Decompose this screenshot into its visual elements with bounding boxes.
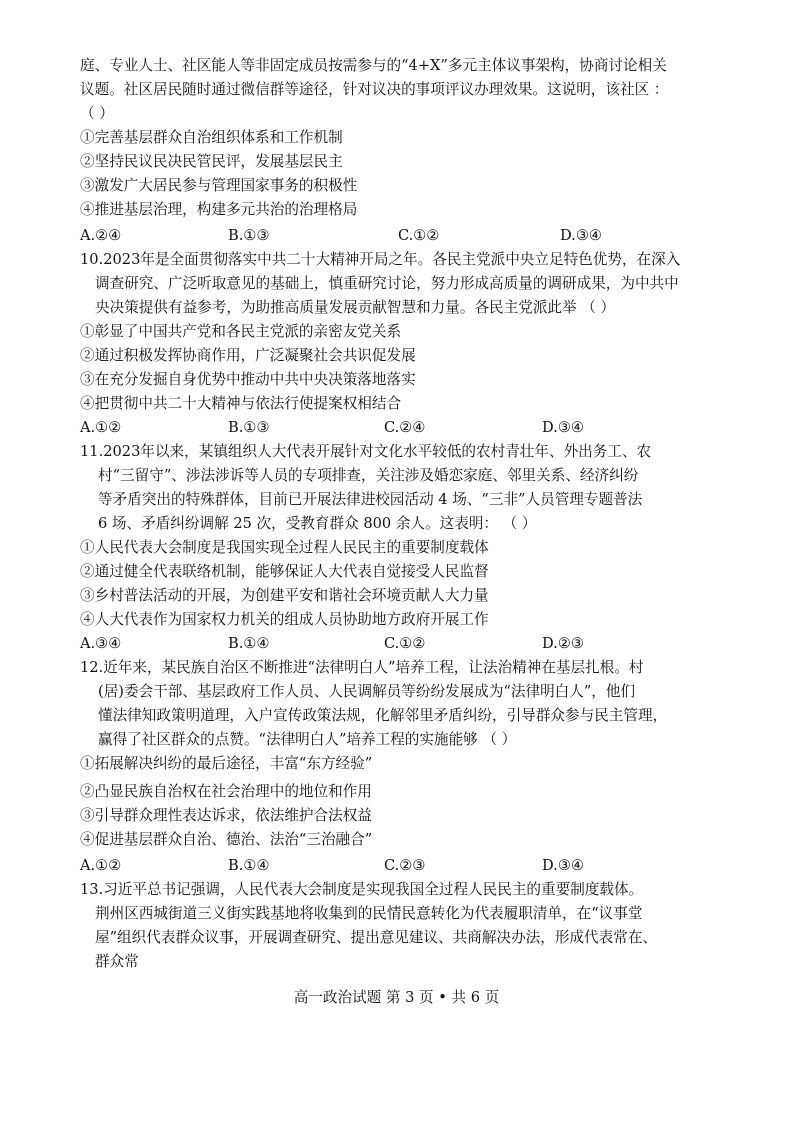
q10-option-c[interactable]: C.②④ <box>384 419 426 436</box>
q11-stem-line: 等矛盾突出的特殊群体，目前已开展法律进校园活动 4 场、“三非”人员管理专题普法 <box>98 491 643 508</box>
q9-option-a[interactable]: A.②④ <box>80 227 122 244</box>
q9-item: ③激发广大居民参与管理国家事务的积极性 <box>80 177 358 194</box>
q9-option-b[interactable]: B.①③ <box>228 227 270 244</box>
q10-stem-line: 10.2023年是全面贯彻落实中共二十大精神开局之年。各民主党派中央立足特色优势，在深入 <box>80 251 681 268</box>
q9-item: ①完善基层群众自治组织体系和工作机制 <box>80 129 343 146</box>
q9-option-d[interactable]: D.③④ <box>560 227 602 244</box>
q11-stem-line: 村“三留守”、涉法涉诉等人员的专项排查，关注涉及婚恋家庭、邻里关系、经济纠纷 <box>98 467 639 484</box>
q11-option-b[interactable]: B.①④ <box>228 635 270 652</box>
q12-item: ④促进基层群众自治、德治、法治“三治融合” <box>80 831 373 848</box>
q12-stem-line: 12.近年来，某民族自治区不断推进“法律明白人”培养工程，让法治精神在基层扎根。村 <box>80 659 644 676</box>
q9-stem-line: 议题。社区居民随时通过微信群等途径，针对议决的事项评议办理效果。这说明，该社区 ： <box>80 81 669 98</box>
q11-option-a[interactable]: A.③④ <box>80 635 122 652</box>
q10-option-b[interactable]: B.①③ <box>228 419 270 436</box>
page-footer: 高一政治试题 第 3 页 • 共 6 页 <box>293 989 500 1006</box>
q11-option-c[interactable]: C.①② <box>384 635 426 652</box>
q12-stem-line: (居)委会干部、基层政府工作人员、人民调解员等纷纷发展成为“法律明白人”，他们 <box>98 683 636 700</box>
q13-stem-line: 群众常 <box>95 953 139 970</box>
q9-item: ②坚持民议民决民管民评，发展基层民主 <box>80 153 343 170</box>
q9-stem-line: 庭、专业人士、社区能人等非固定成员按需参与的“4+X”多元主体议事架构，协商讨论相关 <box>80 57 667 74</box>
q10-option-d[interactable]: D.③④ <box>542 419 584 436</box>
q10-item: ③在充分发掘自身优势中推动中共中央决策落地落实 <box>80 371 416 388</box>
q12-stem-line: 赢得了社区群众的点赞。“法律明白人”培养工程的实施能够 （ ） <box>98 731 517 748</box>
q11-stem-line: 6 场、矛盾纠纷调解 25 次，受教育群众 800 余人。这表明： （ ） <box>98 515 537 532</box>
q13-stem-line: 屋”组织代表群众议事，开展调查研究、提出意见建议、共商解决办法，形成代表常在、 <box>95 929 658 946</box>
q10-item: ①彰显了中国共产党和各民主党派的亲密友党关系 <box>80 323 402 340</box>
q12-item: ③引导群众理性表达诉求，依法维护合法权益 <box>80 807 372 824</box>
q12-stem-line: 懂法律知政策明道理，入户宣传政策法规，化解邻里矛盾纠纷，引导群众参与民主管理， <box>98 707 668 724</box>
q9-item: ④推进基层治理，构建多元共治的治理格局 <box>80 201 358 218</box>
q12-item: ①拓展解决纠纷的最后途径，丰富“东方经验” <box>80 755 373 772</box>
q9-answer-bracket: （ ） <box>80 105 114 122</box>
q9-option-c[interactable]: C.①② <box>398 227 440 244</box>
q10-stem-line: 央决策提供有益参考，为助推高质量发展贡献智慧和力量。各民主党派此举 （ ） <box>95 299 616 316</box>
q11-item: ③乡村普法活动的开展，为创建平安和谐社会环境贡献人大力量 <box>80 587 489 604</box>
q11-option-d[interactable]: D.②③ <box>542 635 584 652</box>
q10-item: ④把贯彻中共二十大精神与依法行使提案权相结合 <box>80 395 402 412</box>
q11-item: ①人民代表大会制度是我国实现全过程人民民主的重要制度载体 <box>80 539 489 556</box>
q13-stem-line: 13.习近平总书记强调，人民代表大会制度是实现我国全过程人民民主的重要制度载体。 <box>80 881 644 898</box>
q10-stem-line: 调查研究、广泛听取意见的基础上，慎重研究讨论，努力形成高质量的调研成果，为中共中 <box>95 275 679 292</box>
q12-option-c[interactable]: C.②③ <box>384 857 426 874</box>
q12-option-a[interactable]: A.①② <box>80 857 122 874</box>
q10-option-a[interactable]: A.①② <box>80 419 122 436</box>
q12-option-b[interactable]: B.①④ <box>228 857 270 874</box>
q10-item: ②通过积极发挥协商作用，广泛凝聚社会共识促发展 <box>80 347 416 364</box>
q12-option-d[interactable]: D.③④ <box>542 857 584 874</box>
q13-stem-line: 荆州区西城街道三义街实践基地将收集到的民情民意转化为代表履职清单，在“议事堂 <box>95 905 643 922</box>
q11-stem-line: 11.2023年以来，某镇组织人大代表开展针对文化水平较低的农村青壮年、外出务工、农 <box>80 443 652 460</box>
q12-item: ②凸显民族自治权在社会治理中的地位和作用 <box>80 783 372 800</box>
q11-item: ④人大代表作为国家权力机关的组成人员协助地方政府开展工作 <box>80 611 489 628</box>
q11-item: ②通过健全代表联络机制，能够保证人大代表自觉接受人民监督 <box>80 563 489 580</box>
